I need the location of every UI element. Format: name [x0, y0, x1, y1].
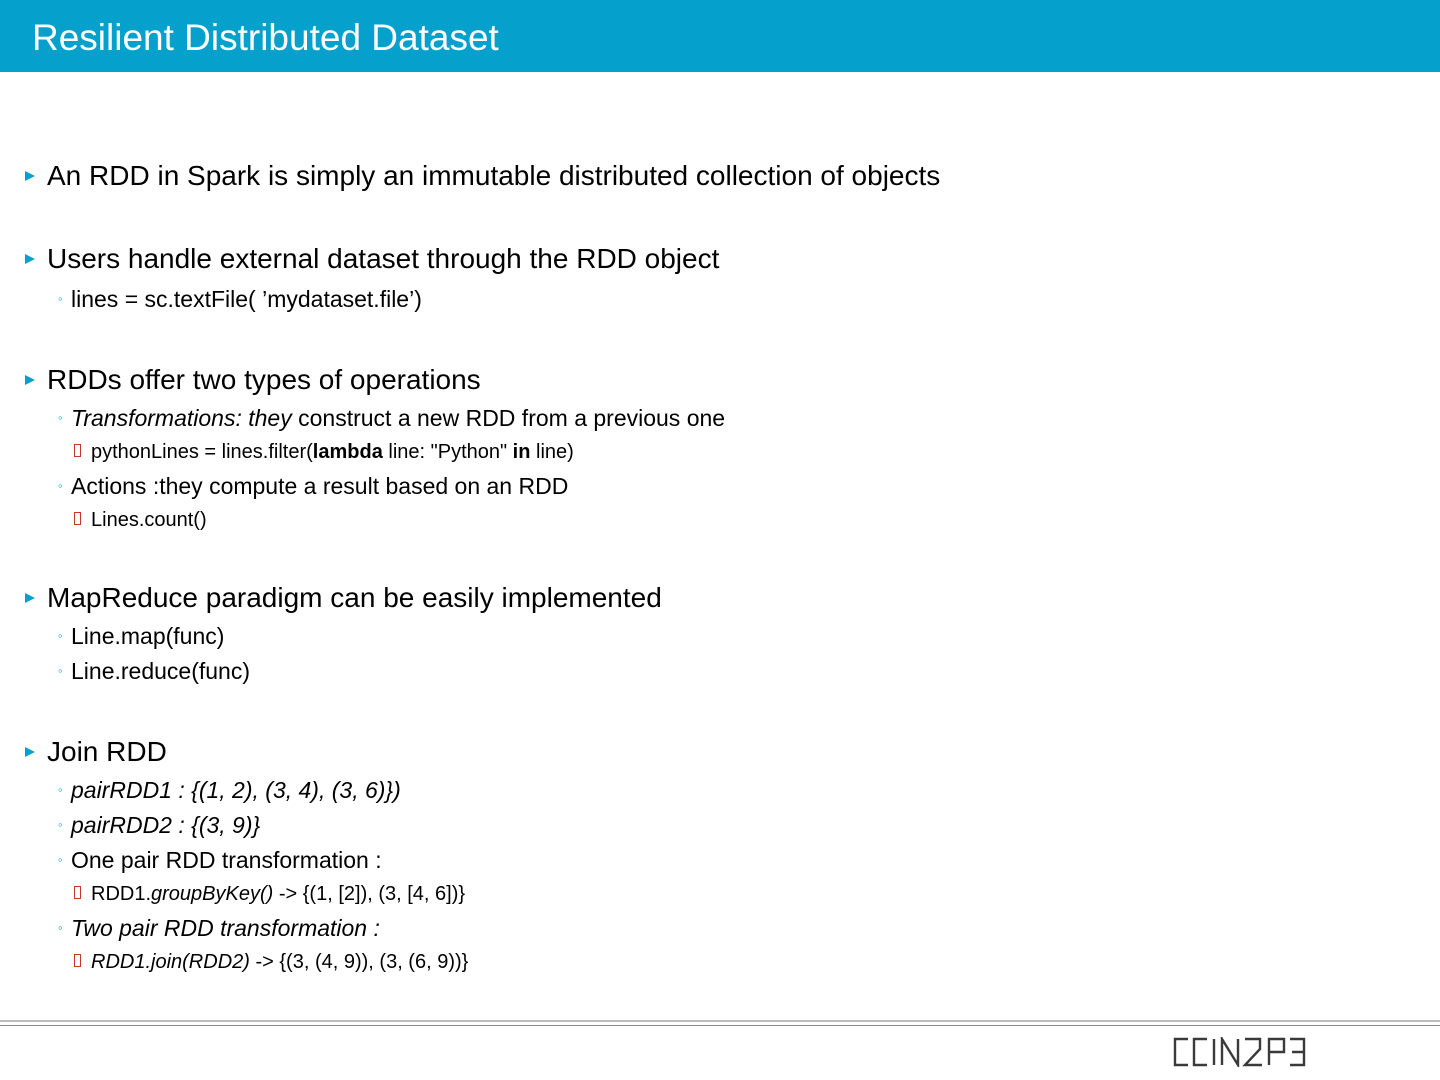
triangle-bullet-icon: [25, 363, 39, 397]
sub-bullet-one-pair: [58, 846, 382, 874]
code-text: line: "Python": [382, 441, 513, 463]
bullet-text: MapReduce paradigm can be easily implemented: [47, 582, 662, 613]
bullet-text: Join RDD: [47, 736, 167, 767]
sub-bullet-text: Actions :they compute a result based on an RDD: [71, 473, 569, 499]
triangle-bullet-icon: [25, 159, 39, 193]
triangle-bullet-icon: [25, 735, 39, 769]
square-bullet-icon: [74, 886, 81, 899]
circle-bullet-icon: ◦: [58, 410, 63, 425]
code-groupbykey-example: [91, 881, 465, 907]
code-text: -> {(1, [2]), (3, [4, 6])}: [273, 883, 466, 905]
code-text: Lines.count(): [91, 509, 207, 531]
circle-bullet-icon: ◦: [58, 852, 63, 867]
ccin2p3-logo-icon: [1172, 1037, 1306, 1067]
bullet-external-dataset: [47, 242, 719, 276]
footer-divider: [0, 1025, 1440, 1026]
bullet-join-rdd: [47, 735, 167, 769]
sub-bullet-text: Two pair RDD transformation :: [71, 915, 380, 941]
code-join-example: [91, 949, 468, 975]
sub-bullet-text: pairRDD1 : {(1, 2), (3, 4), (3, 6)}): [71, 777, 401, 803]
triangle-bullet-icon: [25, 242, 39, 276]
sub-bullet-textfile: [58, 285, 422, 313]
sub-bullet-two-pair: [58, 914, 380, 942]
triangle-bullet-icon: [25, 581, 39, 615]
sub-bullet-text: Line.map(func): [71, 623, 225, 649]
bullet-rdd-definition: [47, 159, 940, 193]
circle-bullet-icon: ◦: [58, 628, 63, 643]
keyword-lambda: lambda: [312, 441, 383, 463]
sub-bullet-transformations: [58, 404, 726, 432]
sub-bullet-text: lines = sc.textFile( ’mydataset.file’): [71, 286, 422, 312]
code-text: RDD1.: [91, 883, 152, 905]
sub-bullet-actions: [58, 472, 569, 500]
code-method: groupByKey(): [151, 883, 274, 905]
code-count-example: [91, 507, 207, 533]
sub-bullet-text: One pair RDD transformation :: [71, 847, 382, 873]
sub-bullet-map: [58, 622, 225, 650]
bullet-text: Users handle external dataset through the RDD object: [47, 243, 720, 274]
sub-bullet-pair-rdd2: [58, 811, 261, 839]
sub-bullet-pair-rdd1: [58, 776, 401, 804]
circle-bullet-icon: ◦: [58, 920, 63, 935]
code-filter-example: [91, 439, 574, 465]
italic-text: Transformations: they: [71, 405, 292, 431]
bullet-operations: [47, 363, 481, 397]
bullet-text: RDDs offer two types of operations: [47, 364, 481, 395]
circle-bullet-icon: ◦: [58, 478, 63, 493]
sub-bullet-text: pairRDD2 : {(3, 9)}: [71, 812, 261, 838]
sub-bullet-reduce: [58, 657, 250, 685]
code-text: line): [530, 441, 574, 463]
slide-title: Resilient Distributed Dataset: [32, 17, 499, 58]
code-text: -> {(3, (4, 9)), (3, (6, 9))}: [249, 951, 469, 973]
square-bullet-icon: [74, 512, 81, 525]
code-text: pythonLines = lines.filter(: [91, 441, 313, 463]
circle-bullet-icon: ◦: [58, 817, 63, 832]
bullet-text: An RDD in Spark is simply an immutable distributed collection of objects: [47, 160, 941, 191]
sub-bullet-text: construct a new RDD from a previous one: [291, 405, 726, 431]
keyword-in: in: [512, 441, 531, 463]
circle-bullet-icon: ◦: [58, 291, 63, 306]
bullet-mapreduce: [47, 581, 662, 615]
circle-bullet-icon: ◦: [58, 782, 63, 797]
circle-bullet-icon: ◦: [58, 663, 63, 678]
sub-bullet-text: Line.reduce(func): [71, 658, 250, 684]
square-bullet-icon: [74, 954, 81, 967]
code-method: RDD1.join(RDD2): [91, 951, 250, 973]
footer-divider: [0, 1020, 1440, 1022]
square-bullet-icon: [74, 444, 81, 457]
